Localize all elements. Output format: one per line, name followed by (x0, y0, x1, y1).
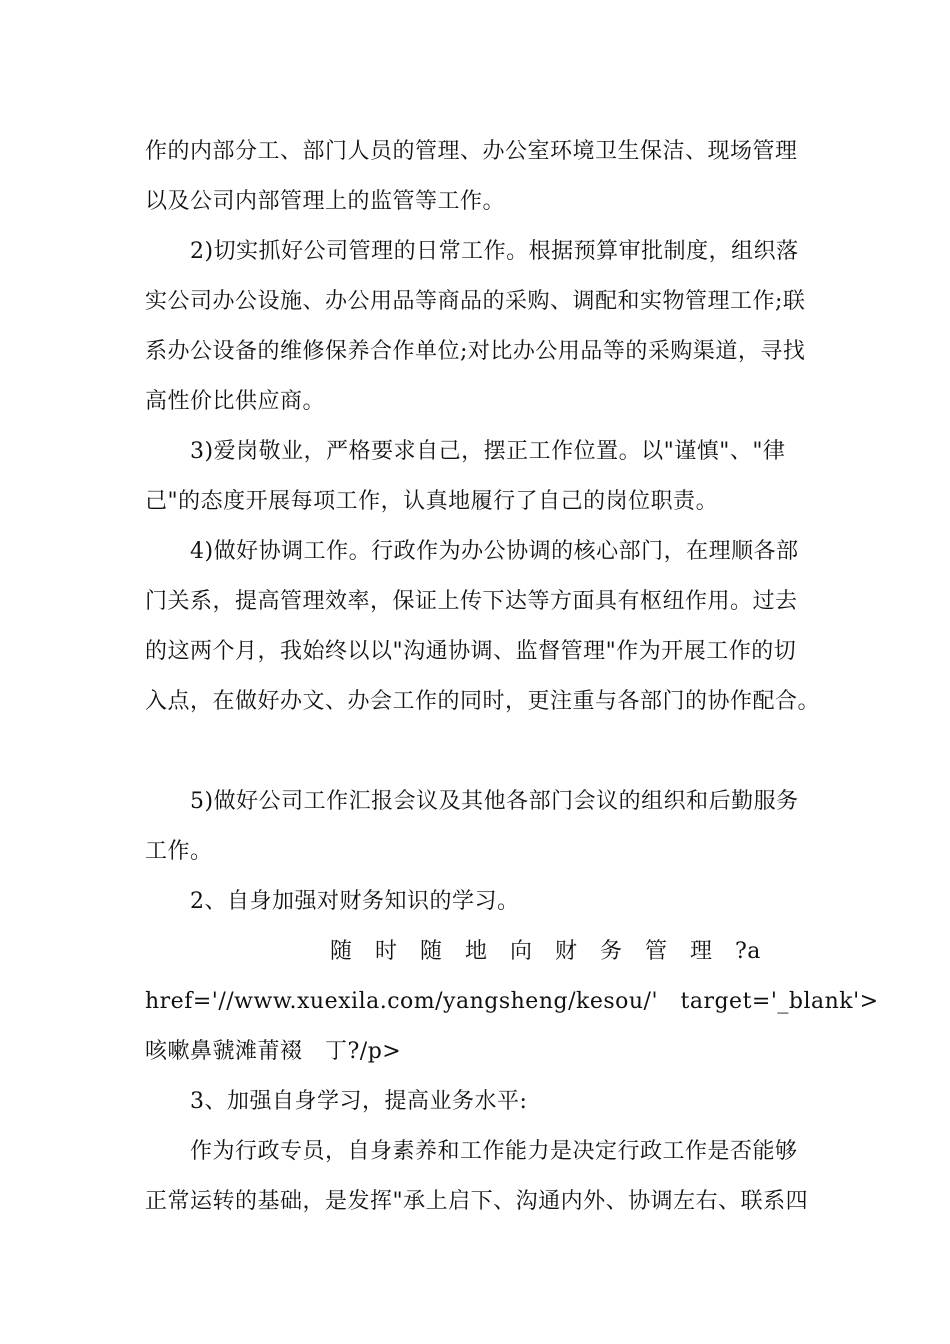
text-line-14: 工作。 (145, 839, 213, 864)
text-line-13: 5)做好公司工作汇报会议及其他各部门会议的组织和后勤服务 (190, 789, 799, 814)
text-line-7: 3)爱岗敬业，严格要求自己，摆正工作位置。以"谨慎"、"律 (190, 439, 786, 464)
text-line-19: 3、加强自身学习，提高业务水平: (190, 1089, 528, 1114)
text-line-9: 4)做好协调工作。行政作为办公协调的核心部门，在理顺各部 (190, 539, 799, 564)
text-line-12: 入点，在做好办文、办会工作的同时，更注重与各部门的协作配合。 (145, 689, 821, 714)
text-line-10: 门关系，提高管理效率，保证上传下达等方面具有枢纽作用。过去 (145, 589, 798, 614)
text-line-21: 正常运转的基础，是发挥"承上启下、沟通内外、协调左右、联系四 (145, 1189, 809, 1214)
text-line-2: 以及公司内部管理上的监管等工作。 (145, 189, 506, 214)
text-line-6: 高性价比供应商。 (145, 389, 326, 414)
text-line-8: 己"的态度开展每项工作，认真地履行了自己的岗位职责。 (145, 489, 719, 514)
text-line-18: 咳嗽鼻虢滩莆裰 丁?/p> (145, 1039, 402, 1064)
text-line-20: 作为行政专员，自身素养和工作能力是决定行政工作是否能够 (190, 1139, 798, 1164)
text-line-15: 2、自身加强对财务知识的学习。 (190, 889, 520, 914)
text-line-4: 实公司办公设施、办公用品等商品的采购、调配和实物管理工作;联 (145, 289, 806, 314)
text-line-5: 系办公设备的维修保养合作单位;对比办公用品等的采购渠道，寻找 (145, 339, 806, 364)
text-line-3: 2)切实抓好公司管理的日常工作。根据预算审批制度，组织落 (190, 239, 799, 264)
text-line-1: 作的内部分工、部门人员的管理、办公室环境卫生保洁、现场管理 (145, 139, 798, 164)
text-line-17: href='//www.xuexila.com/yangsheng/kesou/' target='_blank'> (145, 989, 879, 1014)
text-line-16: 随 时 随 地 向 财 务 管 理 ?a (330, 939, 761, 964)
text-line-11: 的这两个月，我始终以以"沟通协调、监督管理"作为开展工作的切 (145, 639, 797, 664)
